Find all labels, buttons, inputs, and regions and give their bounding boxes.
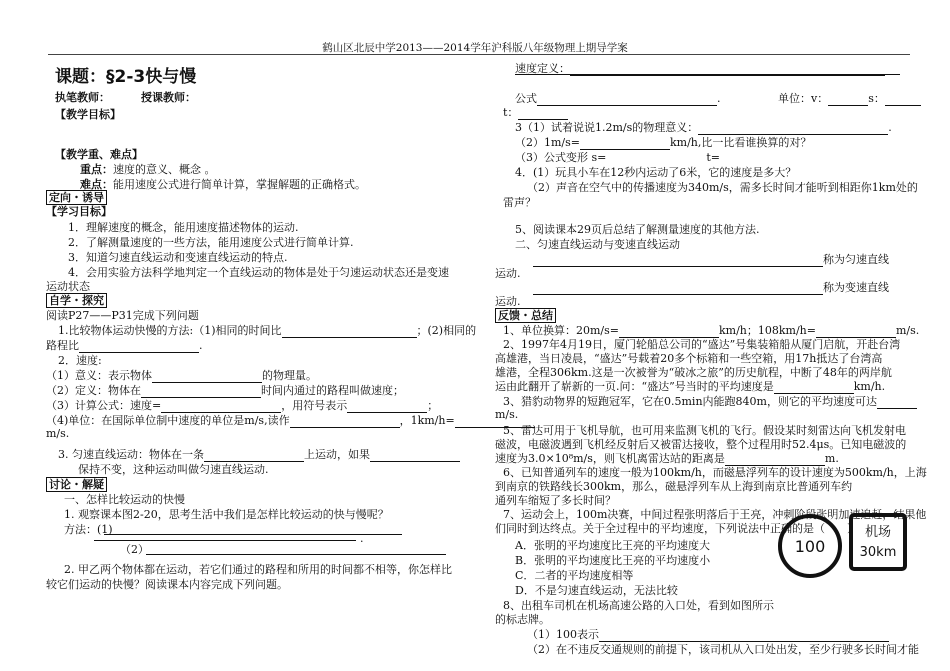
speed-limit-value: 100 bbox=[794, 536, 826, 556]
discuss-2-b: 较它们运动的快慢？阅读课本内容完成下列问题。 bbox=[46, 578, 288, 591]
f7-option[interactable]: A．张明的平均速度比王亮的平均速度大 bbox=[515, 539, 710, 552]
key-point: 速度的意义、概念 。 bbox=[113, 163, 216, 176]
study-goal: 2．了解测量速度的一些方法，能用速度公式进行简单计算. bbox=[68, 236, 354, 249]
r3-2-text-2: km/h,比一比看谁换算的对？ bbox=[670, 136, 812, 149]
method-1-label: 方法：(1) bbox=[64, 523, 113, 536]
f2-d: 运由此翻开了崭新的一页.问：“盛达”号当时的平均速度是 bbox=[495, 380, 774, 393]
unit-s-label: s： bbox=[868, 92, 885, 105]
r6-blank-1[interactable] bbox=[533, 254, 823, 267]
f7-option[interactable]: B．张明的平均速度比王亮的平均速度小 bbox=[515, 554, 711, 567]
discuss-1-q: 1. 观察课本图2-20，思考生活中我们是怎样比较运动的快与慢呢？ bbox=[64, 508, 389, 521]
discuss-1-heading: 一、怎样比较运动的快慢 bbox=[64, 493, 185, 506]
unit-v-blank[interactable] bbox=[828, 93, 868, 106]
q2-2-text: （2）定义：物体在 bbox=[46, 384, 141, 397]
f3-blank[interactable] bbox=[877, 396, 917, 409]
q1-text-3: 路程比 bbox=[46, 339, 79, 352]
feedback-heading: 反馈・总结 bbox=[495, 308, 556, 323]
q2-4-text-2: ，1km/h= bbox=[399, 414, 455, 427]
method-2-blank[interactable] bbox=[146, 542, 446, 555]
distance-sign bbox=[849, 513, 907, 571]
writer-label: 执笔教师： bbox=[55, 91, 110, 104]
discuss-2-a: 2. 甲乙两个物体都在运动，若它们通过的路程和所用的时间都不相等，你怎样比 bbox=[64, 563, 452, 576]
study-goal: 4．会用实验方法科学地判定一个直线运动的物体是处于匀速运动状态还是变速 bbox=[68, 266, 449, 279]
f5-c: 速度为3.0×10⁸m/s，则飞机离雷达站的距离是 bbox=[495, 452, 725, 465]
q3-text-3: 保持不变，这种运动叫做匀速直线运动. bbox=[78, 463, 269, 476]
q2-heading: 2．速度: bbox=[58, 354, 102, 367]
r3-1-text: 3（1）试着说说1.2m/s的物理意义： bbox=[515, 121, 699, 134]
f8-2-text: （2）在不违反交通规则的前提下，该司机从入口处出发，至少行驶多长时间才能 bbox=[527, 643, 919, 656]
r4-1: 4．(1）玩具小车在12秒内运动了6米，它的速度是多大？ bbox=[515, 166, 797, 179]
q2-3-text: （3）计算公式：速度= bbox=[46, 399, 162, 412]
f2-e: km/h. bbox=[853, 380, 886, 393]
q2-1-text-2: 的物理量。 bbox=[262, 369, 317, 382]
f1-text-2: km/h；108km/h= bbox=[719, 324, 816, 337]
key-point-label: 重点： bbox=[80, 163, 113, 176]
q2-4-text: （4)单位：在国际单位制中速度的单位是m/s,读作 bbox=[46, 414, 290, 427]
discuss-heading: 讨论・解疑 bbox=[46, 477, 107, 492]
f8-a: 8、出租车司机在机场高速公路的入口处，看到如图所示 bbox=[503, 599, 774, 612]
study-goal: 3．知道匀速直线运动和变速直线运动的特点. bbox=[68, 251, 288, 264]
method-2-label: （2） bbox=[120, 543, 149, 556]
r5: 5、阅读课本29页后总结了解测量速度的其他方法. bbox=[515, 223, 760, 236]
lesson-title: 课题：§2-3快与慢 bbox=[55, 67, 197, 87]
study-goal: 1．理解速度的概念，能用速度描述物体的运动. bbox=[68, 221, 299, 234]
f7-a: 7、运动会上，100m决赛，中间过程张明落后于王亮，冲刺阶段张明加速追赶，结果他 bbox=[503, 508, 927, 521]
f8-1-text: （1）100表示 bbox=[527, 628, 599, 641]
speed-def-label: 速度定义： bbox=[515, 62, 570, 75]
f1-text-3: m/s. bbox=[896, 324, 920, 337]
f1-text: 1、单位换算：20m/s= bbox=[503, 324, 619, 337]
r6-blank-2[interactable] bbox=[533, 282, 823, 295]
f5-b: 磁波，电磁波遇到飞机经反射后又被雷达接收，整个过程用时52.4μs。已知电磁波的 bbox=[495, 438, 907, 451]
q2-4-blank-1[interactable] bbox=[290, 415, 400, 428]
f2-c: 雄港，全程306km.这是一次被誉为“破冰之旅”的历史航程，中断了48年的两岸航 bbox=[495, 366, 892, 379]
distance-sign-value: 30km bbox=[859, 545, 897, 560]
speed-def-blank-2[interactable] bbox=[515, 74, 900, 75]
f3-text: 3、猎豹动物界的短跑冠军，它在0.5min内能跑840m，则它的平均速度可达 bbox=[503, 395, 877, 408]
r6-4-text: 运动. bbox=[495, 295, 521, 308]
method-1-blank[interactable] bbox=[104, 522, 402, 535]
read-instruction: 阅读P27——P31完成下列问题 bbox=[46, 309, 199, 322]
f3-unit: m/s. bbox=[495, 408, 519, 421]
f7-option[interactable]: C．二者的平均速度相等 bbox=[515, 569, 634, 582]
header-rule bbox=[48, 54, 910, 55]
difficult-label: 难点： bbox=[80, 178, 113, 191]
f5-d: m. bbox=[824, 452, 839, 465]
r3-3-text-2: t= bbox=[706, 151, 720, 164]
r3-3-text: （3）公式变形 s= bbox=[515, 151, 607, 164]
q1-blank-1[interactable] bbox=[282, 325, 417, 338]
speed-limit-sign bbox=[778, 514, 842, 578]
r6-1-text: 称为匀速直线 bbox=[823, 253, 889, 266]
unit-t-label: t： bbox=[503, 106, 519, 119]
unit-v-label: 单位：v： bbox=[778, 92, 829, 105]
r4-2b: 雷声？ bbox=[503, 196, 536, 209]
orient-heading: 定向・诱导 bbox=[46, 190, 107, 205]
q3-text-2: 上运动，如果 bbox=[304, 448, 370, 461]
key-heading: 【教学重、难点】 bbox=[55, 148, 143, 161]
f6-b: 到南京的铁路线长300km，那么，磁悬浮列车从上海到南京比普通列车约 bbox=[495, 480, 853, 493]
study-goals-heading: 【学习目标】 bbox=[46, 205, 112, 218]
f8-b: 的标志牌。 bbox=[495, 613, 550, 626]
unit-s-blank[interactable] bbox=[885, 93, 921, 106]
q3-text: 3. 匀速直线运动：物体在一条 bbox=[58, 448, 204, 461]
f6-c: 通列车缩短了多长时间？ bbox=[495, 494, 616, 507]
reviewer-label: 授课教师： bbox=[141, 91, 196, 104]
r3-2-text: （2）1m/s= bbox=[515, 136, 580, 149]
self-study-heading: 自学・探究 bbox=[46, 293, 107, 308]
f2-a: 2、1997年4月19日，厦门轮船总公司的“盛达”号集装箱船从厦门启航，开赴台湾 bbox=[503, 338, 901, 351]
q1-text-2: ；(2)相同的 bbox=[416, 324, 477, 337]
f2-b: 高雄港，当日凌晨，“盛达”号载着20多个标箱和一些空箱，用17h抵达了台湾高 bbox=[495, 352, 883, 365]
difficult-point: 能用速度公式进行简单计算，掌握解题的正确格式。 bbox=[113, 178, 366, 191]
q3-blank-2[interactable] bbox=[370, 449, 460, 462]
r6-2-text: 运动. bbox=[495, 267, 521, 280]
f6-a: 6、已知普通列车的速度一般为100km/h，而磁悬浮列车的设计速度为500km/h，上海 bbox=[503, 466, 927, 479]
q2-4-unit: m/s. bbox=[46, 427, 70, 440]
q2-2-text-2: 时间内通过的路程叫做速度； bbox=[261, 384, 404, 397]
page-header: 鹤山区北辰中学2013——2014学年沪科版八年级物理上期导学案 bbox=[322, 42, 628, 54]
f7-option[interactable]: D．不是匀速直线运动，无法比较 bbox=[515, 584, 678, 597]
r4-2a: （2）声音在空气中的传播速度为340m/s，需多长时间才能听到相距你1km处的 bbox=[527, 181, 918, 194]
q2-1-text: （1）意义：表示物体 bbox=[46, 369, 152, 382]
q1-text: 1.比较物体运动快慢的方法:（1)相同的时间比 bbox=[58, 324, 282, 337]
r6-heading: 二、匀速直线运动与变速直线运动 bbox=[515, 238, 680, 251]
formula-label: 公式 bbox=[515, 92, 537, 105]
q2-3-text-2: ，用符号表示 bbox=[281, 399, 348, 412]
f5-a: 5、雷达可用于飞机导航，也可用来监测飞机的飞行。假设某时刻雷达向飞机发射电 bbox=[503, 424, 906, 437]
goals-heading: 【教学目标】 bbox=[55, 108, 121, 121]
study-goal-cont: 运动状态 bbox=[46, 280, 90, 293]
q2-3-text-3: ； bbox=[427, 399, 439, 412]
r6-3-text: 称为变速直线 bbox=[823, 281, 889, 294]
f7-b: 们同时到达终点。关于全过程中的平均速度，下列说法中正确的是（ ） bbox=[495, 522, 858, 535]
distance-sign-place: 机场 bbox=[864, 525, 891, 540]
